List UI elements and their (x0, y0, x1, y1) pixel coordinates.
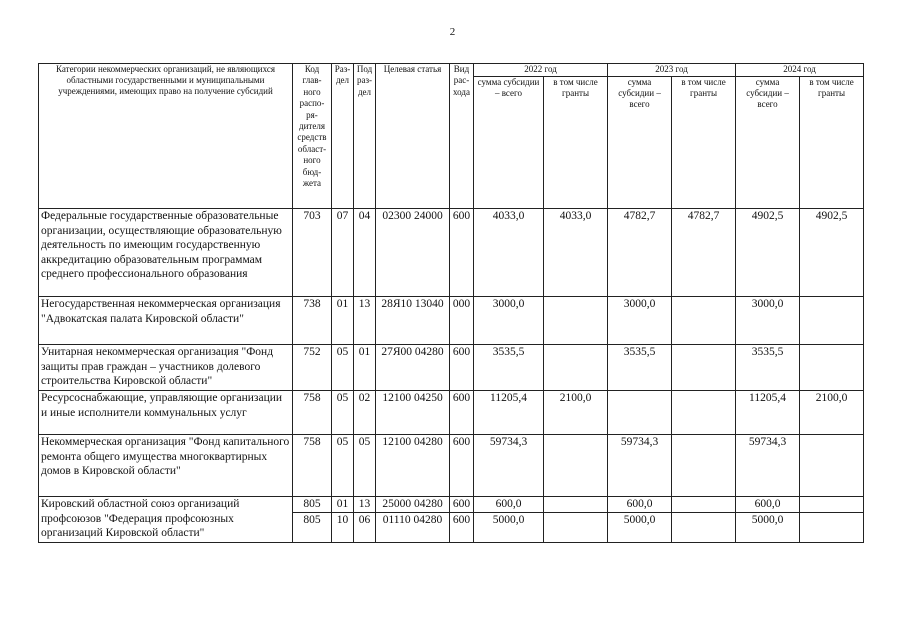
row-code: 703 (293, 209, 332, 297)
row-2022-grants: 4033,0 (544, 209, 608, 297)
row-2022-total: 3535,5 (474, 345, 544, 391)
row-target-item: 02300 24000 (376, 209, 450, 297)
row-subsection: 13 (354, 297, 376, 345)
row-target-item: 01110 04280 (376, 513, 450, 543)
row-2023-total: 4782,7 (608, 209, 672, 297)
row-2023-total: 3535,5 (608, 345, 672, 391)
row-2023-total (608, 391, 672, 435)
table-row (39, 345, 864, 391)
row-subsection: 06 (354, 513, 376, 543)
table-header (39, 64, 864, 209)
row-code: 805 (293, 513, 332, 543)
row-section: 05 (332, 391, 354, 435)
row-target-item: 12100 04280 (376, 435, 450, 497)
row-category: Унитарная некоммерческая организация "Фонд защиты прав граждан – участников долевого строительства Кировской области" (39, 345, 293, 391)
row-2024-total: 600,0 (736, 497, 800, 513)
row-target-item: 28Я10 13040 (376, 297, 450, 345)
table-row (39, 297, 864, 345)
row-category: Некоммерческая организация "Фонд капитального ремонта общего имущества многоквартирных домов в Кировской области" (39, 435, 293, 497)
row-2023-grants (672, 497, 736, 513)
row-2023-grants: 4782,7 (672, 209, 736, 297)
row-section: 05 (332, 435, 354, 497)
row-2022-total: 4033,0 (474, 209, 544, 297)
row-2024-grants: 2100,0 (800, 391, 864, 435)
row-section: 07 (332, 209, 354, 297)
row-code: 758 (293, 435, 332, 497)
row-2023-total: 600,0 (608, 497, 672, 513)
row-category: Кировский областной союз организаций профсоюзов "Федерация профсоюзных организаций Кировской области" (39, 497, 293, 543)
header-year-2023: 2023 год (608, 64, 736, 77)
row-2023-total: 59734,3 (608, 435, 672, 497)
table-row (39, 391, 864, 435)
header-2023-total: сумма субсидии – всего (608, 77, 672, 209)
row-2022-grants (544, 435, 608, 497)
row-2024-grants (800, 497, 864, 513)
row-expense-type: 600 (450, 391, 474, 435)
row-expense-type: 600 (450, 345, 474, 391)
row-2024-grants: 4902,5 (800, 209, 864, 297)
header-category: Категории некоммерческих организаций, не являющихся областными государственными и муниципальными учреждениями, имеющих право на получение субсидий (39, 64, 293, 209)
row-2024-total: 5000,0 (736, 513, 800, 543)
row-2022-total: 5000,0 (474, 513, 544, 543)
header-2023-grants: в том числе гранты (672, 77, 736, 209)
header-expense-type: Вид рас-хода (450, 64, 474, 209)
row-2024-grants (800, 513, 864, 543)
row-code: 805 (293, 497, 332, 513)
row-2024-grants (800, 435, 864, 497)
row-expense-type: 600 (450, 435, 474, 497)
row-code: 758 (293, 391, 332, 435)
row-2023-total: 3000,0 (608, 297, 672, 345)
row-2022-grants (544, 513, 608, 543)
row-category: Федеральные государственные образовательные организации, осуществляющие образовательную деятельность по имеющим государственную аккредитацию образовательным программам среднего профессионального образования (39, 209, 293, 297)
header-year-2022: 2022 год (474, 64, 608, 77)
row-expense-type: 600 (450, 209, 474, 297)
row-2024-grants (800, 297, 864, 345)
row-code: 738 (293, 297, 332, 345)
row-2022-grants: 2100,0 (544, 391, 608, 435)
row-target-item: 27Я00 04280 (376, 345, 450, 391)
row-2023-grants (672, 513, 736, 543)
row-2023-grants (672, 391, 736, 435)
table-row (39, 435, 864, 497)
row-subsection: 05 (354, 435, 376, 497)
row-expense-type: 600 (450, 513, 474, 543)
row-expense-type: 000 (450, 297, 474, 345)
row-2022-total: 59734,3 (474, 435, 544, 497)
header-section: Раз-дел (332, 64, 354, 209)
row-2024-total: 3000,0 (736, 297, 800, 345)
row-2024-grants (800, 345, 864, 391)
row-2023-grants (672, 297, 736, 345)
row-2023-grants (672, 435, 736, 497)
row-2023-total: 5000,0 (608, 513, 672, 543)
row-section: 10 (332, 513, 354, 543)
header-subsection: Под раз-дел (354, 64, 376, 209)
header-2022-grants: в том числе гранты (544, 77, 608, 209)
header-2022-total: сумма субсидии – всего (474, 77, 544, 209)
row-2022-grants (544, 297, 608, 345)
table-row (39, 209, 864, 297)
header-code: Код глав-ного распо-ря-дителя средств област-ного бюд-жета (293, 64, 332, 209)
row-subsection: 02 (354, 391, 376, 435)
row-2022-total: 600,0 (474, 497, 544, 513)
row-section: 01 (332, 497, 354, 513)
page-number: 2 (449, 26, 456, 38)
row-expense-type: 600 (450, 497, 474, 513)
row-2023-grants (672, 345, 736, 391)
row-2024-total: 11205,4 (736, 391, 800, 435)
row-2024-total: 4902,5 (736, 209, 800, 297)
row-2024-total: 59734,3 (736, 435, 800, 497)
row-2022-total: 3000,0 (474, 297, 544, 345)
table-row (39, 497, 864, 513)
row-2022-total: 11205,4 (474, 391, 544, 435)
subsidy-table (38, 63, 864, 543)
row-target-item: 12100 04250 (376, 391, 450, 435)
row-section: 05 (332, 345, 354, 391)
header-target-item: Целевая статья (376, 64, 450, 209)
row-category: Ресурсоснабжающие, управляющие организации и иные исполнители коммунальных услуг (39, 391, 293, 435)
row-subsection: 04 (354, 209, 376, 297)
row-subsection: 13 (354, 497, 376, 513)
header-2024-grants: в том числе гранты (800, 77, 864, 209)
row-2022-grants (544, 345, 608, 391)
row-subsection: 01 (354, 345, 376, 391)
row-code: 752 (293, 345, 332, 391)
row-2024-total: 3535,5 (736, 345, 800, 391)
header-2024-total: сумма субсидии – всего (736, 77, 800, 209)
row-target-item: 25000 04280 (376, 497, 450, 513)
row-category: Негосударственная некоммерческая организация "Адвокатская палата Кировской области" (39, 297, 293, 345)
header-year-2024: 2024 год (736, 64, 864, 77)
row-section: 01 (332, 297, 354, 345)
row-2022-grants (544, 497, 608, 513)
